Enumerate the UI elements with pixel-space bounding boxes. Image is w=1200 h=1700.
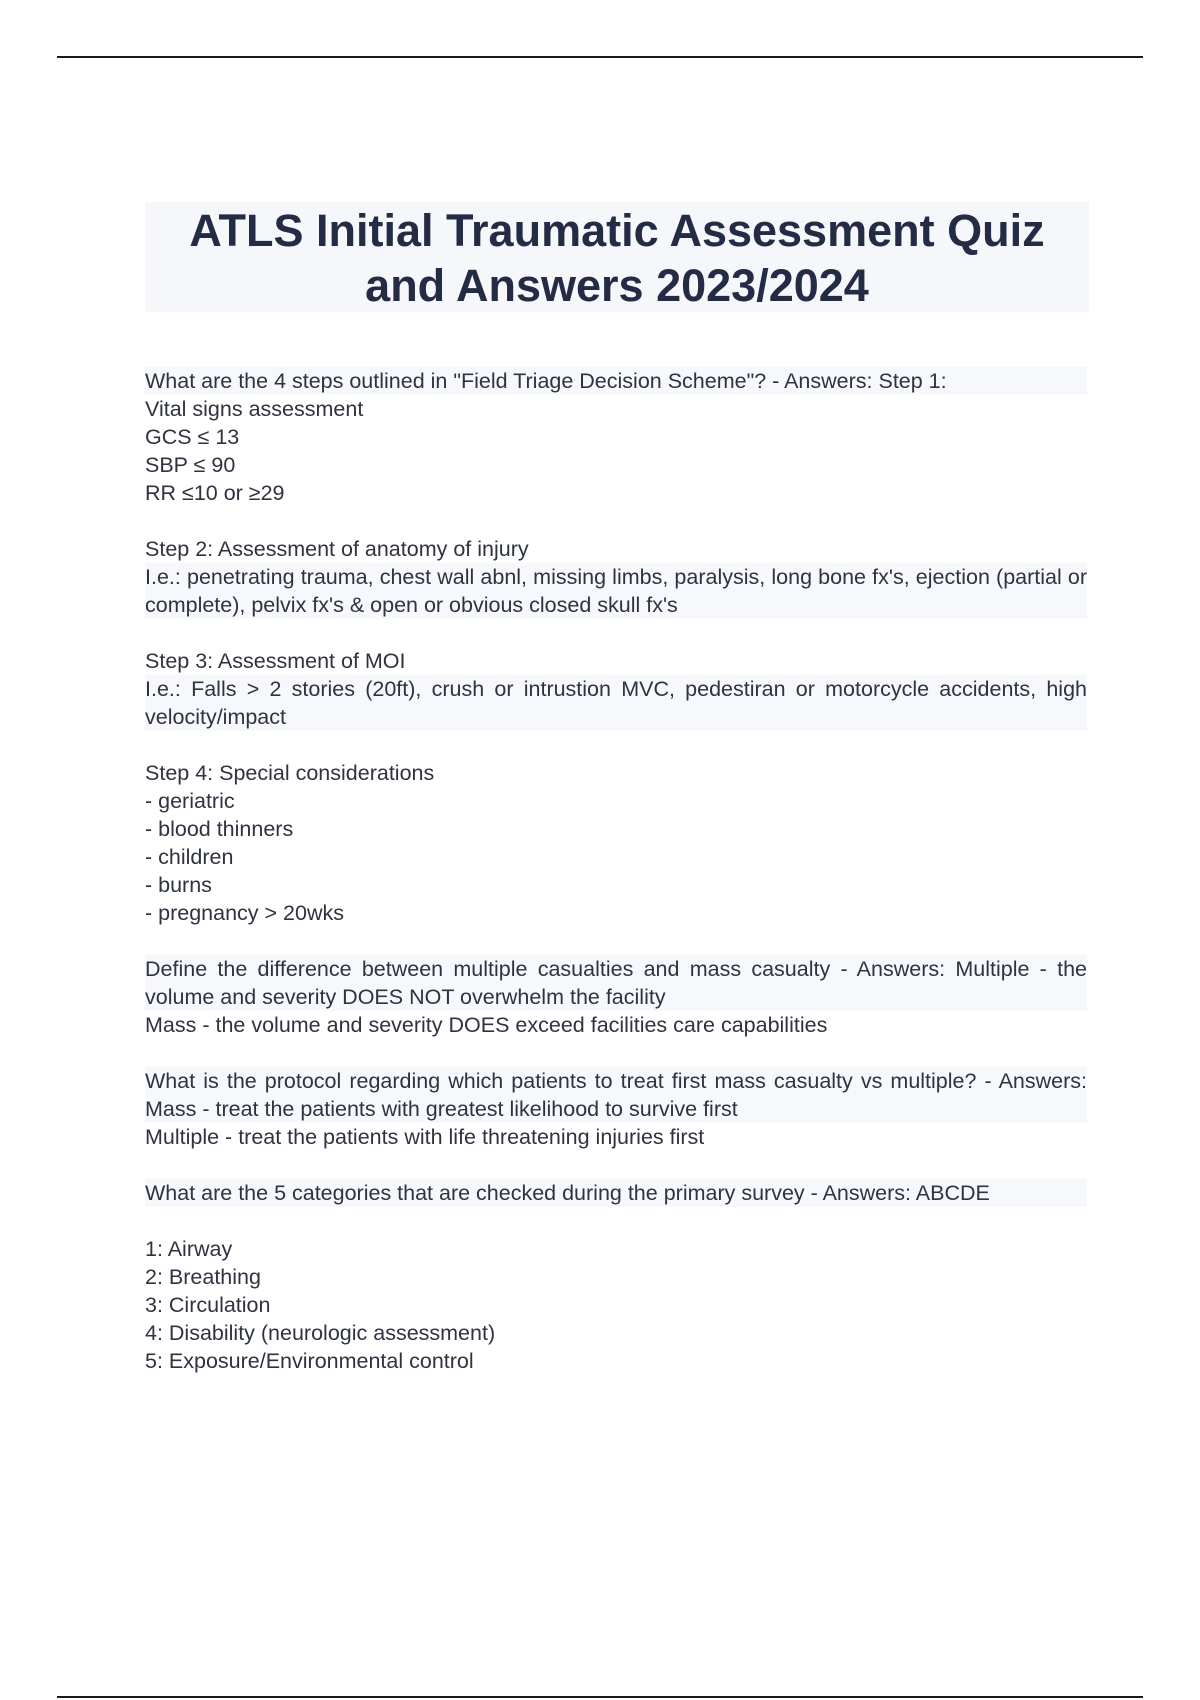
qa1-line-2: Vital signs assessment xyxy=(145,397,364,421)
step4-title: Step 4: Special considerations xyxy=(145,761,435,785)
list-item: 2: Breathing xyxy=(145,1265,261,1289)
step3-paragraph: I.e.: Falls > 2 stories (20ft), crush or intrustion MVC, pedestiran or motorcycle accidents, high velocity/impact xyxy=(145,677,1087,729)
qa-field-triage xyxy=(145,367,1087,507)
bottom-rule xyxy=(57,1696,1143,1698)
list-item: - geriatric xyxy=(145,789,235,813)
qa4-paragraph: What are the 5 categories that are checked during the primary survey - Answers: ABCDE xyxy=(145,1179,1087,1207)
list-item: - children xyxy=(145,845,234,869)
document-body xyxy=(145,367,1087,1403)
qa4-list xyxy=(145,1235,1087,1375)
qa1-line-5: RR ≤10 or ≥29 xyxy=(145,481,285,505)
list-item: 1: Airway xyxy=(145,1237,233,1261)
step3-title: Step 3: Assessment of MOI xyxy=(145,649,406,673)
qa1-step-2 xyxy=(145,535,1087,619)
title-line-2: and Answers 2023/2024 xyxy=(365,260,869,311)
qa1-line-3: GCS ≤ 13 xyxy=(145,425,240,449)
qa-casualties-difference xyxy=(145,955,1087,1039)
list-item: - pregnancy > 20wks xyxy=(145,901,344,925)
document-title xyxy=(145,202,1089,313)
list-item: 4: Disability (neurologic assessment) xyxy=(145,1321,496,1345)
title-line-1: ATLS Initial Traumatic Assessment Quiz xyxy=(189,205,1045,256)
qa-primary-survey xyxy=(145,1179,1087,1207)
step2-title: Step 2: Assessment of anatomy of injury xyxy=(145,537,529,561)
list-item: 3: Circulation xyxy=(145,1293,271,1317)
qa1-question: What are the 4 steps outlined in "Field Triage Decision Scheme"? - Answers: Step 1: xyxy=(145,367,1087,395)
top-rule xyxy=(57,56,1143,58)
qa1-step-4 xyxy=(145,759,1087,927)
qa2-paragraph: Define the difference between multiple casualties and mass casualty - Answers: Multiple - the volume and severity DOES NOT overwhelm the facility xyxy=(145,957,1087,1009)
qa1-line-4: SBP ≤ 90 xyxy=(145,453,236,477)
qa-treatment-protocol xyxy=(145,1067,1087,1151)
step2-paragraph: I.e.: penetrating trauma, chest wall abnl, missing limbs, paralysis, long bone fx's, ejection (partial or complete), pelvix fx's & open or obvious closed skull fx's xyxy=(145,565,1087,617)
qa1-step-3 xyxy=(145,647,1087,731)
qa3-line-2: Multiple - treat the patients with life threatening injuries first xyxy=(145,1125,705,1149)
list-item: - blood thinners xyxy=(145,817,294,841)
list-item: - burns xyxy=(145,873,212,897)
qa3-paragraph: What is the protocol regarding which patients to treat first mass casualty vs multiple? - Answers: Mass - treat the patients with greatest likelihood to survive first xyxy=(145,1069,1087,1121)
qa2-line-2: Mass - the volume and severity DOES exceed facilities care capabilities xyxy=(145,1013,828,1037)
list-item: 5: Exposure/Environmental control xyxy=(145,1349,474,1373)
title-box xyxy=(145,202,1089,312)
